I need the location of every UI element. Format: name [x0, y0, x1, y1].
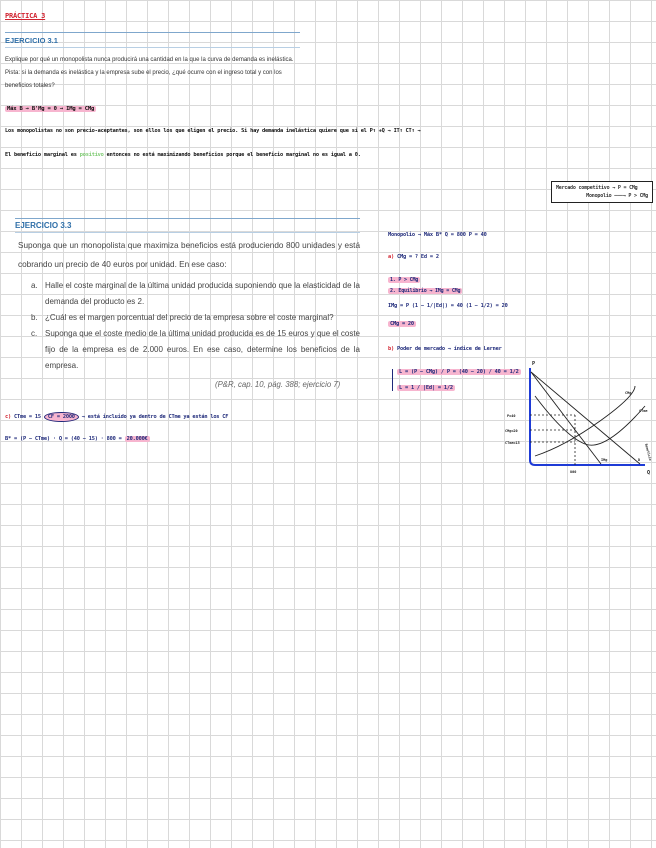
exercise-3-3-heading: EJERCICIO 3.3	[15, 221, 72, 230]
exercise-source: (P&R, cap. 10, pág. 388; ejercicio 7)	[215, 380, 341, 389]
exercise-3-3	[15, 218, 360, 233]
heading-rule-bottom	[5, 47, 300, 48]
page-title: PRÁCTICA 3	[5, 12, 46, 20]
heading-rule-top	[15, 218, 360, 219]
img-curve-label: IMg	[601, 458, 608, 462]
img-curve	[531, 372, 601, 464]
comparison-monopoly: Monopolio ———→ P > CMg	[586, 193, 648, 199]
quantity-label: 800	[570, 470, 577, 474]
item-a: a. Halle el coste marginal de la última unidad producida suponiendo que la elasticidad de la demanda del producto es 2.	[31, 281, 360, 306]
note-line-1: Los monopolistas no son precio-aceptantes, son ellos los que eligen el precio. Si hay demanda inelástica quiere que si el P↑ +Q → IT↑ CT↑ →	[5, 128, 421, 134]
exercise-3-3-items	[18, 278, 360, 374]
lerner-formulas	[392, 369, 521, 391]
ctme-curve-label: CTme	[639, 409, 648, 413]
part-a-given: a) CMg = ? Ed = 2	[388, 254, 439, 260]
lerner-formula-1: L = (P − CMg) / P = (40 − 20) / 40 = 1/2	[399, 369, 519, 375]
part-c-notes: c) CTme = 15 CF = 2000 → está incluido ya dentro de CTme ya están los CF	[5, 414, 229, 420]
ctme-curve	[535, 396, 648, 445]
ctme-label: CTme=15	[505, 441, 520, 445]
graph-axes	[530, 368, 648, 465]
note-line-2: El beneficio marginal es positivo entonces no está maximizando beneficios porque el beneficio marginal no es igual a 0.	[5, 152, 361, 158]
market-comparison-box	[551, 181, 653, 203]
item-b: b. ¿Cuál es el margen porcentual del precio de la empresa sobre el coste marginal?	[31, 313, 334, 322]
x-axis-label: Q	[647, 470, 651, 476]
part-b-heading: b) Poder de mercado → índice de Lerner	[388, 346, 502, 352]
monopoly-graph	[505, 361, 655, 476]
exercise-3-1-text: Explique por qué un monopolista nunca producirá una cantidad en la que la curva de demanda es inelástica. Pista: si la demanda es inelástica y la empresa sube el precio, ¿qué ocurre con el ingreso total y con los beneficios totales?	[5, 57, 294, 89]
demand-curve	[531, 372, 640, 464]
cmg-label: CMg=20	[505, 429, 518, 433]
lerner-formula-2: L = 1 / |Ed| = 1/2	[399, 385, 453, 391]
demand-curve-label: D	[638, 458, 641, 462]
cmg-curve-label: CMg	[625, 391, 632, 395]
heading-rule-top	[5, 32, 300, 33]
img-calculation: IMg = P (1 − 1/|Ed|) = 40 (1 − 1/2) = 20	[388, 303, 508, 309]
part-c-formula: B* = (P − CTme) · Q = (40 − 15) · 800 = 20.000€	[5, 436, 148, 442]
profit-label: Beneficio	[644, 443, 653, 461]
y-axis-label: P	[532, 361, 536, 367]
step-2: 2. Equilibrio → IMg = CMg	[390, 288, 461, 294]
heading-rule-bottom	[15, 232, 360, 233]
cmg-result: CMg = 20	[390, 321, 414, 327]
exercise-3-1	[5, 32, 300, 93]
price-label: P=40	[507, 414, 516, 418]
item-c: c. Suponga que el coste medio de la última unidad producida es de 15 euros y que el coste fijo de la empresa es de 2.000 euros. En ese caso, determine los beneficios de la empresa.	[31, 329, 360, 370]
comparison-competitive: Mercado competitivo → P = CMg	[556, 185, 638, 191]
max-profit-condition: Máx B → B'Mg = 0 → IMg = CMg	[7, 106, 95, 112]
step-1: 1. P > CMg	[390, 277, 419, 283]
exercise-3-3-intro: Suponga que un monopolista que maximiza beneficios está produciendo 800 unidades y está cobrando un precio de 40 euros por unidad. En ese caso:	[18, 241, 360, 269]
monopoly-header: Monopolio → Máx B* Q = 800 P = 40	[388, 232, 487, 238]
exercise-3-1-heading: EJERCICIO 3.1	[5, 36, 58, 45]
